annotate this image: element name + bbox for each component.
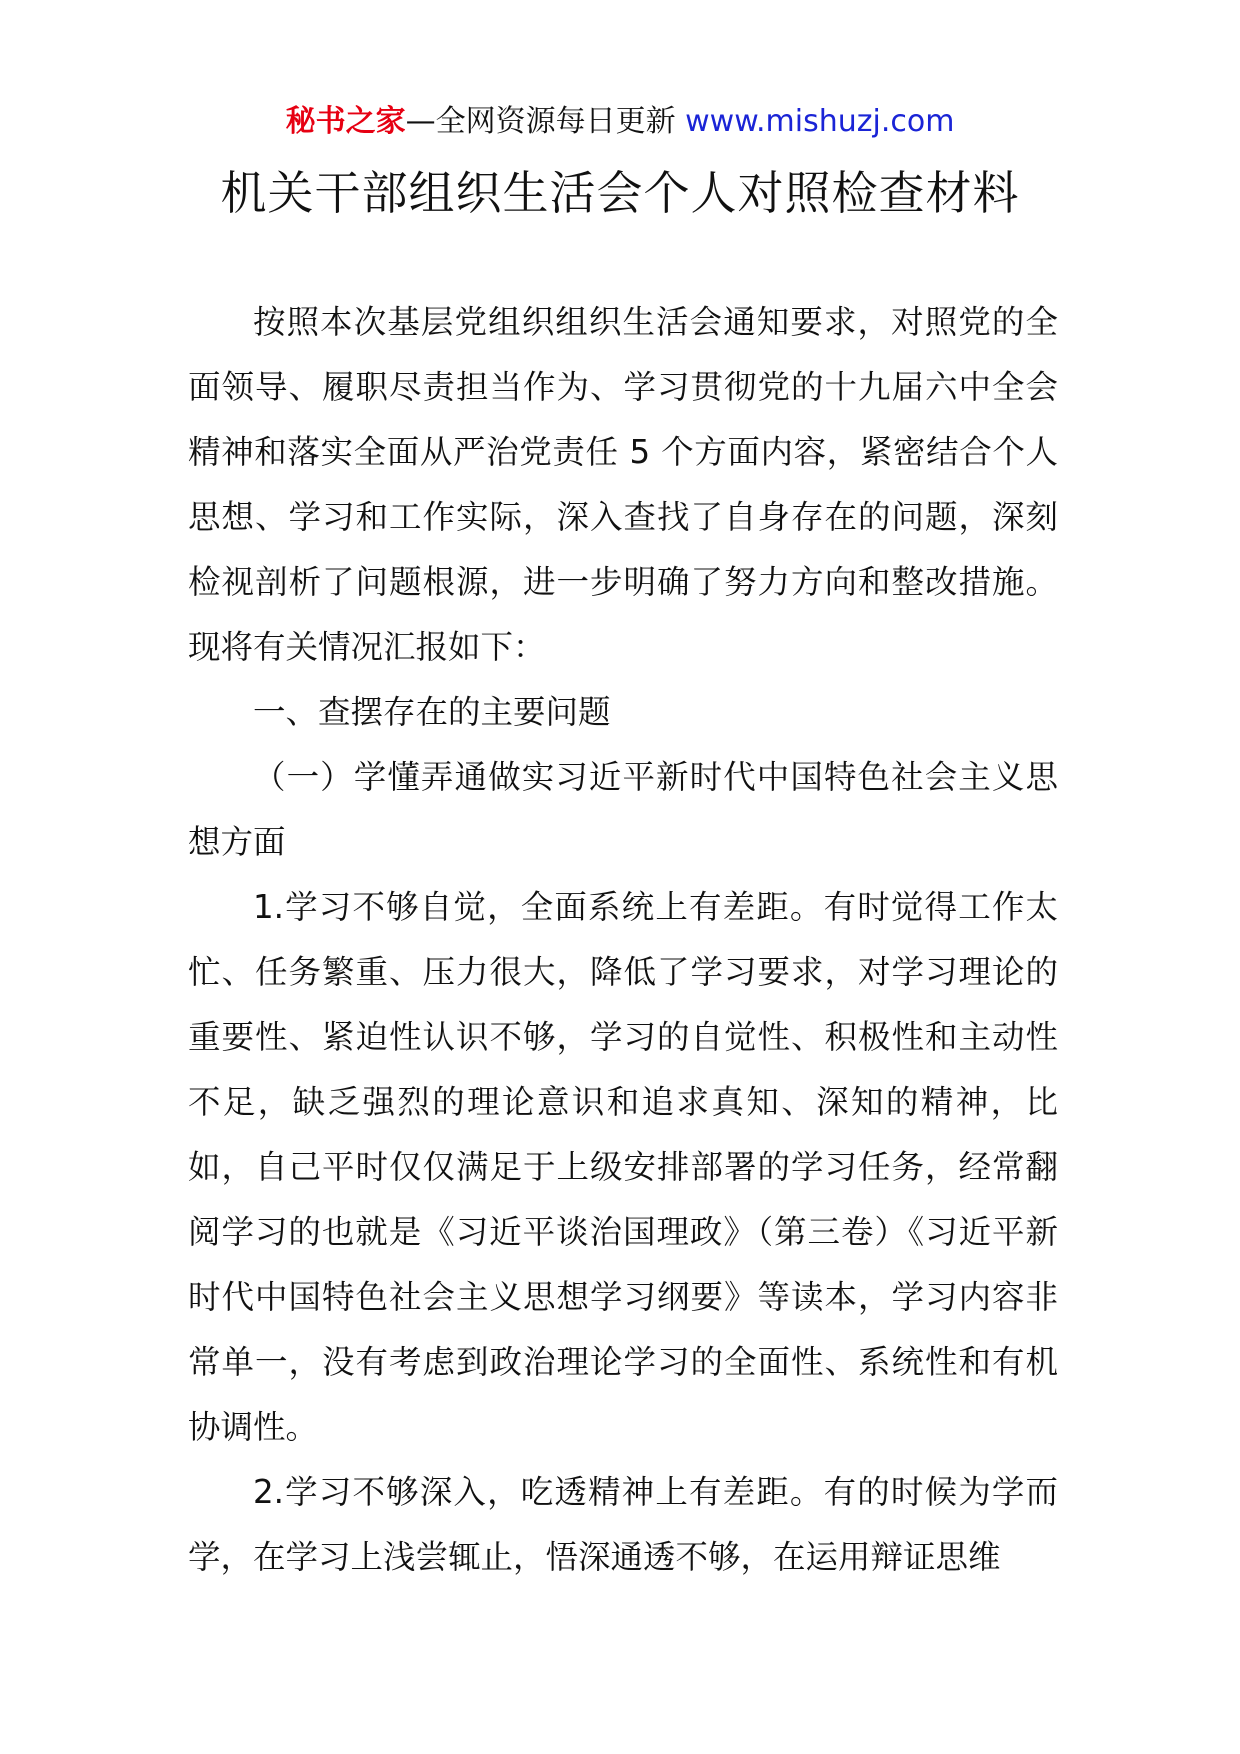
header-tagline: —全网资源每日更新 xyxy=(405,104,686,139)
document-body xyxy=(188,290,1058,1590)
site-header xyxy=(0,100,1240,144)
intro-paragraph: 按照本次基层党组织组织生活会通知要求，对照党的全面领导、履职尽责担当作为、学习贯彻党的十九届六中全会精神和落实全面从严治党责任 5 个方面内容，紧密结合个人思想、学习和工作实际，深入查找了自身存在的问题，深刻检视剖析了问题根源，进一步明确了努力方向和整改措施。现将有关情况汇报如下： xyxy=(188,303,1058,666)
brand-name: 秘书之家 xyxy=(285,104,406,139)
item-paragraph-1: 1.学习不够自觉，全面系统上有差距。有时觉得工作太忙、任务繁重、压力很大，降低了学习要求，对学习理论的重要性、紧迫性认识不够，学习的自觉性、积极性和主动性不足，缺乏强烈的理论意识和追求真知、深知的精神，比如，自己平时仅仅满足于上级安排部署的学习任务，经常翻阅学习的也就是《习近平谈治国理政》（第三卷）《习近平新时代中国特色社会主义思想学习纲要》等读本，学习内容非常单一，没有考虑到政治理论学习的全面性、系统性和有机协调性。 xyxy=(188,888,1058,1446)
item-paragraph-2: 2.学习不够深入，吃透精神上有差距。有的时候为学而学，在学习上浅尝辄止，悟深通透不够，在运用辩证思维 xyxy=(188,1473,1058,1576)
site-link[interactable]: www.mishuzj.com xyxy=(685,104,955,139)
document-title: 机关干部组织生活会个人对照检查材料 xyxy=(220,166,1020,220)
subsection-heading: （一）学懂弄通做实习近平新时代中国特色社会主义思想方面 xyxy=(188,758,1058,861)
section-heading: 一、查摆存在的主要问题 xyxy=(253,693,611,731)
